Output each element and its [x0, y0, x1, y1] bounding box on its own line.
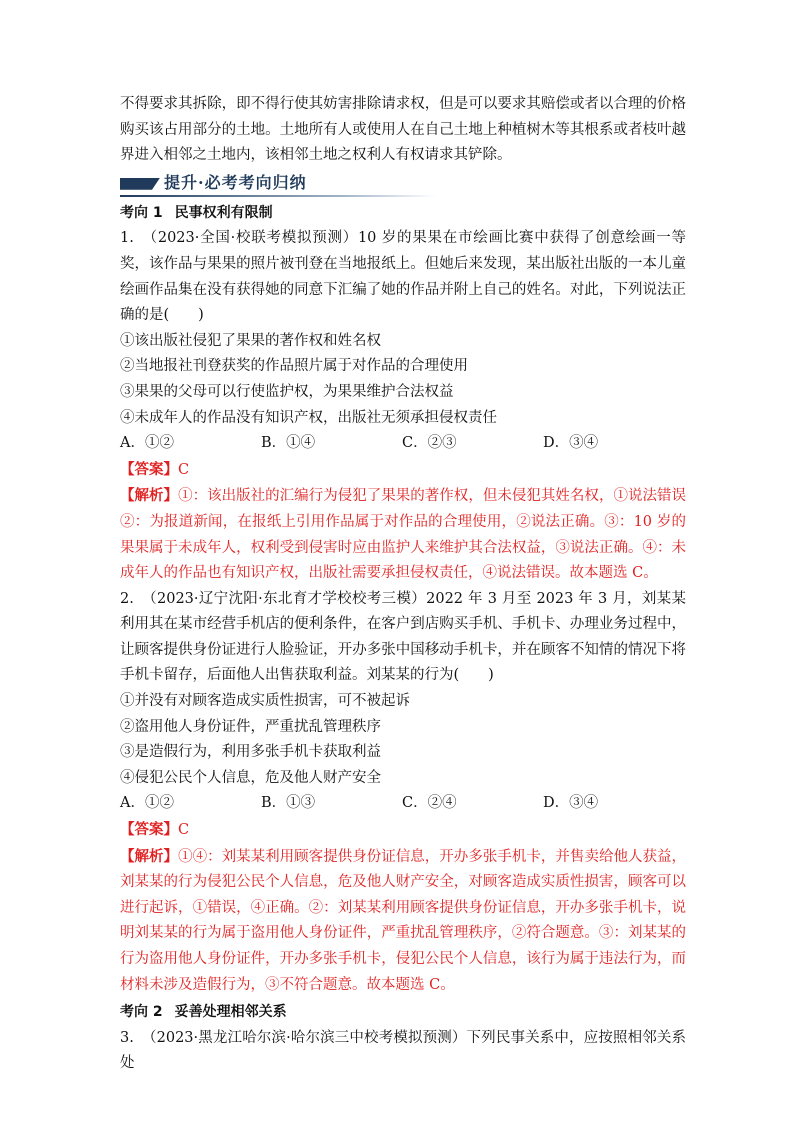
question-1-option-b: B．①④ — [261, 435, 316, 452]
banner-underline — [120, 195, 436, 197]
question-1-item: ④未成年人的作品没有知识产权，出版社无须承担侵权责任 — [120, 409, 497, 426]
question-2-stem — [120, 587, 686, 689]
answer-tag: 【答案】 — [120, 460, 178, 478]
question-2-item: ②盗用他人身份证件，严重扰乱管理秩序 — [120, 718, 381, 735]
question-2-item: ③是造假行为，利用多张手机卡获取利益 — [120, 744, 381, 761]
question-1-item: ③果果的父母可以行使监护权，为果果维护合法权益 — [120, 383, 454, 400]
analysis-tag: 【解析】 — [120, 487, 179, 505]
question-1-option-d: D．③④ — [543, 435, 599, 452]
question-1-number: 1. — [120, 230, 134, 247]
question-2-number: 2. — [120, 590, 134, 607]
banner-bar-shape — [120, 178, 160, 190]
direction-2-title: 妥善处理相邻关系 — [174, 1004, 287, 1021]
question-2-item: ④侵犯公民个人信息，危及他人财产安全 — [120, 769, 381, 786]
analysis-tag: 【解析】 — [120, 847, 179, 865]
question-1-option-a: A．①② — [120, 435, 174, 452]
analysis-text: ①：该出版社的汇编行为侵犯了果果的著作权，但未侵犯其姓名权，①说法错误②：为报道新闻，在报纸上引用作品属于对作品的合理使用，②说法正确。③：10 岁的果果属于未成年人，权利受到侵害时应由监护人来维护其合法权益，③说法正确。④：未成年人的作品也有知识产权，出版社需要承担侵权责任，④说法错误。故本题选 C。 — [120, 488, 687, 582]
analysis-text: ①④：刘某某利用顾客提供身份证信息，开办多张手机卡，并售卖给他人获益，刘某某的行为侵犯公民个人信息，危及他人财产安全，对顾客造成实质性损害，顾客可以进行起诉，①错误，④正确。②：刘某某利用顾客提供身份证信息，开办多张手机卡，说明刘某某的行为属于盗用他人身份证件，严重扰乱管理秩序，②符合题意。③：刘某某的行为盗用他人身份证件，开办多张手机卡，侵犯公民个人信息，该行为属于违法行为，而材料未涉及造假行为，③不符合题意。故本题选 C。 — [120, 848, 687, 993]
question-2-option-a: A．①② — [120, 795, 174, 812]
direction-2-heading — [120, 1000, 686, 1026]
direction-1-label: 考向 1 — [120, 204, 163, 221]
question-1-item: ①该出版社侵犯了果果的著作权和姓名权 — [120, 332, 381, 349]
question-3-text: （2023·黑龙江哈尔滨·哈尔滨三中校考模拟预测）下列民事关系中，应按照相邻关系处 — [120, 1029, 686, 1072]
direction-1-title: 民事权利有限制 — [174, 204, 273, 221]
question-1-options — [120, 431, 686, 457]
section-title: 提升·必考考向归纳 — [164, 172, 307, 192]
question-3-stem — [120, 1026, 686, 1077]
direction-1-heading — [120, 201, 686, 227]
question-1-stem — [120, 226, 686, 328]
question-1-analysis — [120, 483, 686, 586]
question-2-option-c: C．②④ — [402, 795, 457, 812]
question-2-text: （2023·辽宁沈阳·东北育才学校校考三模）2022 年 3 月至 2023 年 3 月，刘某某利用其在某市经营手机店的便利条件，在客户到店购买手机、手机卡、办理业务过程中，让顾客提供身份证进行人脸验证，开办多张中国移动手机卡，并在顾客不知情的情况下将手机卡留存，后面他人出售获取利益。刘某某的行为( ) — [120, 590, 686, 684]
intro-paragraph: 不得要求其拆除，即不得行使其妨害排除请求权，但是可以要求其赔偿或者以合理的价格购买该占用部分的土地。土地所有人或使用人在自己土地上种植树木等其根系或者枝叶越界进入相邻之土地内，该相邻土地之权利人有权请求其铲除。 — [120, 96, 686, 164]
question-3-number: 3. — [120, 1029, 134, 1046]
question-2-option-b: B．①③ — [261, 795, 316, 812]
answer-tag: 【答案】 — [120, 821, 178, 839]
question-2-option-d: D．③④ — [543, 795, 599, 812]
answer-value: C — [178, 461, 190, 478]
answer-value: C — [178, 822, 190, 839]
question-2-options — [120, 791, 686, 817]
document-content — [120, 92, 686, 1077]
question-1-option-c: C．②③ — [402, 435, 457, 452]
question-2-analysis — [120, 844, 686, 999]
section-banner — [120, 171, 686, 197]
question-2-answer — [120, 817, 686, 844]
question-1-text: （2023·全国·校联考模拟预测）10 岁的果果在市绘画比赛中获得了创意绘画一等奖，该作品与果果的照片被刊登在当地报纸上。但她后来发现，某出版社出版的一本儿童绘画作品集在没有获得她的同意下汇编了她的作品并附上自己的姓名。对此，下列说法正确的是( ) — [120, 230, 686, 324]
question-1-item: ②当地报社刊登获奖的作品照片属于对作品的合理使用 — [120, 358, 468, 375]
direction-2-label: 考向 2 — [120, 1004, 163, 1021]
question-1-answer — [120, 457, 686, 484]
question-2-item: ①并没有对顾客造成实质性损害，可不被起诉 — [120, 693, 410, 710]
